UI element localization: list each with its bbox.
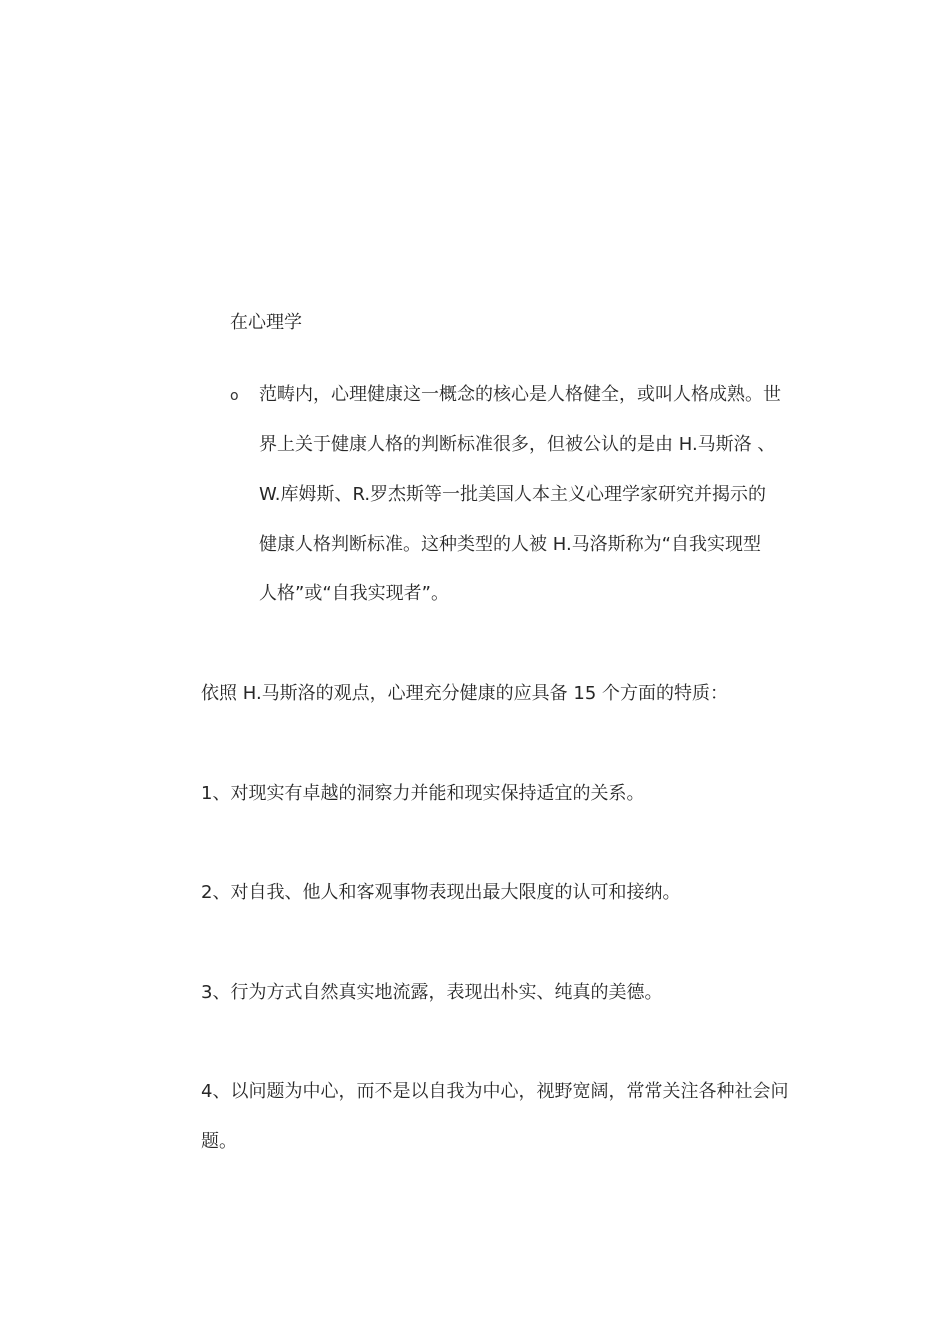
intro-label: 在心理学 [230,312,302,333]
bullet-line: 人格”或“自我实现者”。 [259,583,449,604]
list-item-4-line-1: 4、以问题为中心，而不是以自我为中心，视野宽阔，常常关注各种社会问 [201,1081,789,1102]
bullet-line: 健康人格判断标准。这种类型的人被 H.马洛斯称为“自我实现型 [259,534,761,555]
list-item-4-line-2: 题。 [201,1131,237,1152]
bullet-line: W.库姆斯、R.罗杰斯等一批美国人本主义心理学家研究并揭示的 [259,484,767,505]
maslow-intro-paragraph: 依照 H.马斯洛的观点，心理充分健康的应具备 15 个方面的特质： [201,683,729,704]
bullet-line: 界上关于健康人格的判断标准很多，但被公认的是由 H.马斯洛 、 [259,434,776,455]
bullet-marker: o [230,388,239,404]
list-item-3: 3、行为方式自然真实地流露，表现出朴实、纯真的美德。 [201,982,663,1003]
list-item-1: 1、对现实有卓越的洞察力并能和现实保持适宜的关系。 [201,783,645,804]
bullet-line: 范畴内，心理健康这一概念的核心是人格健全，或叫人格成熟。世 [259,384,781,405]
list-item-2: 2、对自我、他人和客观事物表现出最大限度的认可和接纳。 [201,882,681,903]
